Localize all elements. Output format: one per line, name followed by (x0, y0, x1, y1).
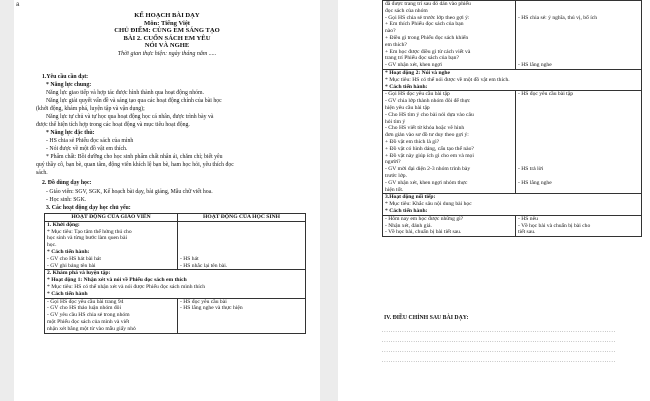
cell-line: * Hoạt động 1: Nhận xét và nói về Phiếu đọc sách em thích (47, 277, 187, 284)
cell-line: - GV cho HS thảo luận nhóm đôi (47, 305, 122, 312)
table-cell (45, 221, 178, 270)
body-heading: * Năng lực đặc thù: (46, 130, 95, 136)
body-heading: 2. Đồ dùng dạy học: (42, 180, 92, 186)
cell-line: - HS lắng nghe (518, 179, 552, 186)
cell-line (518, 8, 639, 15)
table-cell (516, 215, 642, 236)
lesson-title-block (14, 12, 320, 58)
table-cell (45, 298, 178, 333)
body-line: (khởi động, khám phá, luyện tập và vận dụng); (36, 106, 145, 112)
title-line: Môn: Tiếng Việt (144, 19, 190, 27)
table-cell (516, 1, 642, 70)
table-row (45, 221, 306, 270)
cell-line: + Điều gì trong Phiếu đọc sách khiến (385, 34, 469, 41)
table-header: HOẠT ĐỘNG CỦA HỌC SINH (178, 214, 306, 222)
cell-line: trang trí Phiếu đọc sách của bạn? (385, 55, 459, 62)
cell-line: * Mục tiêu: Tạo tâm thế hứng thú cho (47, 228, 132, 235)
table-header: HOẠT ĐỘNG CỦA GIÁO VIÊN (45, 214, 178, 222)
cell-line: - Gọi HS đọc yêu cầu bài trang 94 (47, 298, 124, 305)
cell-line (180, 249, 303, 256)
cell-line (518, 112, 639, 119)
blank-line: ........................................................................................................ (382, 349, 616, 354)
body-heading: * Năng lực chung: (46, 82, 92, 88)
cell-line: người? (385, 159, 401, 166)
cell-line: học. (47, 242, 57, 249)
table-row (383, 215, 642, 236)
body-line: quý thầy cô, bạn bè, quan tâm, động viên khích lệ bạn bè, ham học hỏi, yêu thích đọc (36, 162, 234, 168)
title-line: BÀI 2. CUỐN SÁCH EM YÊU (123, 34, 211, 42)
body-line: sách. (36, 170, 48, 176)
cell-line: - HS đọc yêu cầu bài (180, 298, 227, 305)
cell-line: học sinh và từng bước làm quen bài (47, 235, 128, 242)
cell-line: * Hoạt động 2: Nói và nghe (385, 69, 450, 76)
cell-line: * Cách tiến hành: (385, 207, 428, 214)
cell-line: đã được trang trí sau đó dán vào phiếu (385, 1, 471, 7)
cell-line: đơn giản vào sơ đồ tư duy theo gợi ý: (385, 132, 469, 139)
cell-line: một Phiếu đọc sách của mình và viết (47, 318, 130, 325)
time-line: Thời gian thực hiện: ngày tháng năm ..... (117, 50, 217, 57)
table-cell (178, 221, 306, 270)
cell-line: - HS đọc yêu cầu bài tập (518, 91, 573, 98)
cell-line (518, 173, 639, 180)
body-line: Năng lực tự chủ và tự học qua hoạt động học cá nhân, được trình bày và (46, 114, 214, 120)
table-cell (178, 298, 306, 333)
cell-line (518, 159, 639, 166)
title-line: NÓI VÀ NGHE (144, 42, 190, 50)
table-row (383, 69, 642, 90)
cell-line: - HS trả lời (518, 166, 544, 173)
cell-line: + Đồ vật này giúp ích gì cho em và mọi (385, 152, 474, 159)
cell-line: 3.Hoạt động nối tiếp: (385, 194, 436, 201)
body-heading: 3. Các hoạt động dạy học chủ yếu: (46, 205, 131, 211)
cell-line (180, 242, 303, 249)
cell-line: 1. Khởi động: (47, 221, 80, 228)
body-line: * Phẩm chất: Bồi dưỡng cho học sinh phẩm chất nhân ái, chăm chỉ; biết yêu (46, 154, 223, 160)
cell-line (180, 222, 303, 229)
cell-line (180, 235, 303, 242)
cell-line (518, 146, 639, 153)
cell-line: - Về học bài và chuẩn bị bài cho (518, 222, 591, 229)
cell-line: * Mục tiêu: HS có thể nói được về một đồ vật em thích. (385, 76, 510, 83)
cell-line: - Hôm nay em học được những gì? (385, 215, 464, 222)
cell-line: hiện yêu cầu bài tập (385, 104, 430, 111)
cell-line: nào? (385, 28, 396, 35)
cell-line: - Cho HS tìm ý cho bài nói dựa vào câu (385, 111, 474, 118)
cell-line: - HS lắng nghe (518, 62, 552, 69)
table-cell (383, 1, 516, 70)
cell-line (518, 98, 639, 105)
body-line: - Nói được về một đồ vật em thích. (46, 146, 128, 152)
cell-line: đọc sách của nhóm (385, 7, 428, 14)
cell-line: - Nhận xét, đánh giá. (385, 222, 432, 229)
table-row (45, 298, 306, 333)
body-line: Năng lực giao tiếp và hợp tác được hình thành qua hoạt động nhóm. (46, 90, 204, 96)
body-line: Năng lực giải quyết vấn đề và sáng tạo qua các hoạt động chính của bài học (46, 98, 222, 104)
blank-line: ........................................................................................................ (382, 329, 616, 334)
page-gap (320, 0, 338, 401)
cell-line: - GV ghi bảng tên bài (47, 262, 96, 269)
cell-line: - HS chia sẻ: ý nghĩa, thú vị, bổ ích (518, 14, 598, 21)
page-corner-mark: a (16, 2, 20, 8)
cell-line: hiện tốt. (385, 186, 404, 193)
left-margin (0, 0, 14, 401)
cell-line (518, 119, 639, 126)
cell-line (518, 21, 639, 28)
cell-line (518, 125, 639, 132)
cell-line: tiết sau. (518, 229, 536, 236)
cell-line (518, 42, 639, 49)
table-row (383, 91, 642, 194)
cell-line: * Mục tiêu: Khắc sâu nội dung bài học (385, 201, 472, 208)
table-row (45, 270, 306, 298)
cell-line: + Đồ vật có hình dáng, cấu tạo thế nào? (385, 145, 474, 152)
cell-line: - Gọi HS chia sẻ trước lớp theo gợi ý: (385, 14, 470, 21)
cell-line: - Về học bài, chuẩn bị bài tiết sau. (385, 229, 462, 236)
document-page-2 (338, 0, 650, 401)
cell-line: - HS lắng nghe và thực hiện (180, 305, 243, 312)
cell-line: - GV nhận xét, khen ngợi (385, 62, 442, 69)
activity-table-continued (382, 0, 642, 237)
cell-line: 2. Khám phá và luyện tập: (47, 270, 111, 277)
cell-line (518, 132, 639, 139)
body-line: được thể hiện tích hợp trong các hoạt động và mục tiêu hoạt động. (36, 122, 190, 128)
table-cell (383, 215, 516, 236)
cell-line: - GV cho HS hát bài hát (47, 255, 101, 262)
table-cell (383, 91, 516, 194)
table-row (383, 1, 642, 70)
cell-line: + Đồ vật em thích là gì? (385, 138, 440, 145)
activity-table (44, 213, 306, 334)
section-heading: IV. ĐIỀU CHỈNH SAU BÀI DẠY: (384, 315, 469, 321)
table-row (383, 194, 642, 215)
blank-line: ........................................................................................................ (382, 339, 616, 344)
cell-line: nhận xét bằng một từ vào mẫu giấy nhỏ (47, 325, 136, 332)
cell-line: + Em học được điều gì từ cách viết và (385, 48, 471, 55)
cell-line: - Cho HS viết từ khóa hoặc vẽ hình (385, 125, 465, 132)
body-heading: 1.Yêu cầu cần đạt: (42, 74, 89, 80)
cell-line: - HS nêu (518, 215, 538, 222)
cell-line (518, 49, 639, 56)
document-page-1 (14, 0, 320, 401)
cell-line (180, 229, 303, 236)
cell-line: - Gọi HS đọc yêu cầu bài tập (385, 91, 450, 98)
cell-line: - GV nhận xét, khen ngợi nhóm thực (385, 179, 468, 186)
cell-line (518, 28, 639, 35)
cell-line: + Em thích Phiếu đọc sách của bạn (385, 21, 464, 28)
cell-line: * Mục tiêu: HS có thể nhận xét và nói được Phiếu đọc sách mình thích (47, 283, 206, 290)
cell-line: - GV yêu cầu HS chia sẻ trong nhóm (47, 312, 130, 319)
cell-line: * Cách tiến hành: (385, 83, 428, 90)
cell-line: - HS hát (180, 255, 199, 262)
cell-line: - GV mời đại diện 2-3 nhóm trình bày (385, 166, 471, 173)
table-cell (45, 270, 306, 298)
cell-line: - HS nhắc lại tên bài. (180, 262, 228, 269)
table-cell (516, 91, 642, 194)
cell-line: trước lớp. (385, 172, 407, 179)
table-cell (383, 69, 642, 90)
cell-line (518, 35, 639, 42)
body-line: - HS chia sẻ Phiếu đọc sách của mình (46, 138, 134, 144)
cell-line (518, 139, 639, 146)
body-line: - Học sinh: SGK. (46, 197, 87, 203)
title-line: CHỦ ĐIỂM: CÙNG EM SÁNG TẠO (114, 27, 220, 35)
cell-line (518, 153, 639, 160)
cell-line (518, 105, 639, 112)
cell-line (518, 187, 639, 194)
cell-line: * Cách tiến hành (47, 290, 88, 297)
cell-line: - GV chia lớp thành nhóm đôi để thực (385, 98, 471, 105)
title-line: KẾ HOẠCH BÀI DẠY (134, 12, 200, 19)
table-cell (383, 194, 642, 215)
cell-line: * Cách tiến hành: (47, 248, 90, 255)
body-line: - Giáo viên: SGV, SGK, Kế hoạch bài dạy, bài giảng, Mẫu chữ viết hoa. (46, 189, 213, 195)
cell-line: em thích? (385, 41, 407, 48)
cell-line: hỏi tìm ý (385, 118, 406, 125)
cell-line (518, 1, 639, 8)
blank-line: ........................................................................................................ (382, 359, 616, 364)
